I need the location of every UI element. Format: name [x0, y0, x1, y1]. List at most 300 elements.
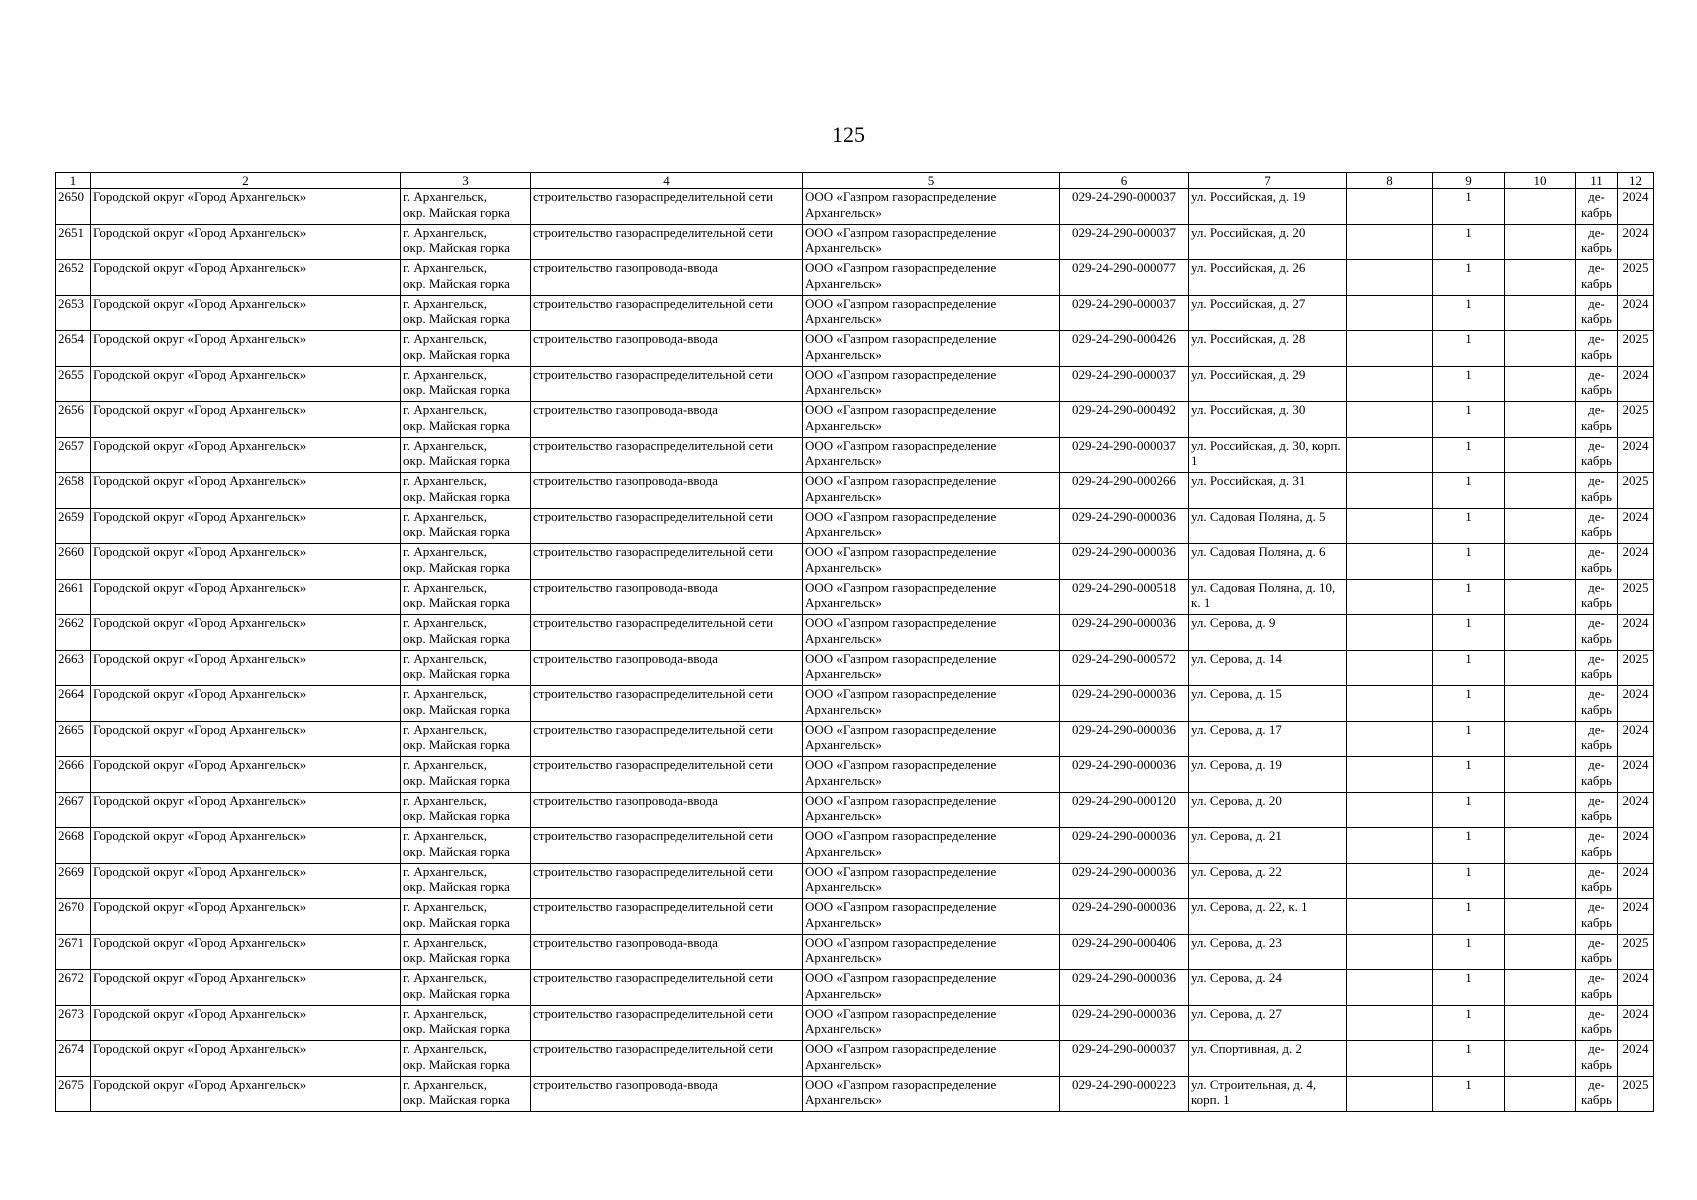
month: де- — [1588, 189, 1605, 204]
table-cell — [56, 437, 91, 473]
table-cell — [1433, 757, 1505, 793]
locality: г. Архангельск, — [403, 224, 487, 240]
table-cell — [91, 579, 401, 615]
month-cont: кабрь — [1581, 382, 1612, 397]
table-cell — [803, 828, 1060, 864]
year: 2025 — [1622, 650, 1649, 666]
quantity: 1 — [1465, 615, 1472, 630]
year: 2025 — [1622, 402, 1649, 417]
table-row — [56, 757, 1654, 793]
table-cell — [1576, 473, 1618, 509]
month-cont: кабрь — [1581, 808, 1612, 823]
table-cell — [1618, 721, 1654, 757]
municipality: Городской округ «Город Архангельск» — [93, 508, 307, 524]
table-cell — [1618, 402, 1654, 438]
table-cell — [56, 828, 91, 864]
table-cell — [1576, 331, 1618, 367]
quantity: 1 — [1465, 189, 1472, 204]
work-type: строительство газопровода-ввода — [533, 260, 718, 275]
organization-city: Архангельск» — [805, 666, 882, 681]
table-cell — [91, 686, 401, 722]
locality-district: окр. Майская горка — [403, 488, 510, 504]
table-cell — [1347, 721, 1433, 757]
municipality: Городской округ «Город Архангельск» — [93, 650, 307, 666]
locality-district: окр. Майская горка — [403, 1092, 510, 1107]
organization: ООО «Газпром газораспределение — [805, 260, 997, 275]
municipality: Городской округ «Город Архангельск» — [93, 260, 307, 275]
table-cell — [1576, 437, 1618, 473]
table-cell — [1060, 224, 1189, 260]
municipality: Городской округ «Город Архангельск» — [93, 1005, 307, 1021]
table-cell — [531, 1041, 803, 1077]
table-cell — [531, 544, 803, 580]
table-cell — [1347, 1005, 1433, 1041]
table-cell — [401, 189, 531, 225]
quantity: 1 — [1465, 295, 1472, 311]
row-number: 2652 — [58, 260, 84, 275]
locality: г. Архангельск, — [403, 934, 487, 950]
quantity: 1 — [1465, 1076, 1472, 1092]
address: ул. Серова, д. 9 — [1191, 615, 1276, 630]
locality-district: окр. Майская горка — [403, 417, 510, 433]
organization-city: Архангельск» — [805, 382, 882, 397]
program-code: 029-24-290-000036 — [1072, 757, 1176, 772]
table-cell — [1576, 721, 1618, 757]
table-cell — [531, 508, 803, 544]
table-cell — [91, 828, 401, 864]
table-cell — [1618, 615, 1654, 651]
table-cell — [401, 1005, 531, 1041]
table-cell — [91, 934, 401, 970]
work-type: строительство газопровода-ввода — [533, 650, 718, 666]
table-cell — [1618, 473, 1654, 509]
table-cell — [1060, 366, 1189, 402]
row-number: 2657 — [58, 437, 84, 453]
table-cell — [91, 331, 401, 367]
column-header: 3 — [401, 173, 531, 189]
work-type: строительство газораспределительной сети — [533, 366, 774, 382]
table-cell — [803, 934, 1060, 970]
table-row — [56, 1005, 1654, 1041]
table-cell — [1576, 686, 1618, 722]
address: ул. Российская, д. 28 — [1191, 331, 1306, 346]
work-type: строительство газораспределительной сети — [533, 828, 774, 843]
table-cell — [1347, 863, 1433, 899]
table-cell — [1618, 224, 1654, 260]
table-cell — [1189, 402, 1347, 438]
municipality: Городской округ «Город Архангельск» — [93, 473, 307, 488]
table-cell — [91, 1076, 401, 1112]
municipality: Городской округ «Город Архангельск» — [93, 224, 307, 240]
table-row — [56, 970, 1654, 1006]
month-cont: кабрь — [1581, 772, 1612, 788]
table-cell — [1505, 863, 1576, 899]
table-cell — [1060, 260, 1189, 296]
table-cell — [1189, 828, 1347, 864]
month: де- — [1588, 224, 1605, 240]
table-cell — [1433, 437, 1505, 473]
table-cell — [56, 508, 91, 544]
program-code: 029-24-290-000037 — [1072, 224, 1176, 240]
table-cell — [1347, 579, 1433, 615]
municipality: Городской округ «Город Архангельск» — [93, 331, 307, 346]
work-type: строительство газораспределительной сети — [533, 1041, 774, 1056]
organization: ООО «Газпром газораспределение — [805, 544, 997, 559]
table-cell — [1060, 508, 1189, 544]
locality: г. Архангельск, — [403, 615, 487, 630]
row-number: 2653 — [58, 295, 84, 311]
locality: г. Архангельск, — [403, 1005, 487, 1021]
program-code: 029-24-290-000036 — [1072, 899, 1176, 914]
year: 2025 — [1622, 260, 1649, 275]
program-code: 029-24-290-000036 — [1072, 1005, 1176, 1021]
table-cell — [1060, 828, 1189, 864]
table-cell — [803, 1041, 1060, 1077]
month: де- — [1588, 579, 1605, 595]
table-cell — [401, 899, 531, 935]
month: де- — [1588, 899, 1605, 914]
table-cell — [1433, 615, 1505, 651]
address: ул. Российская, д. 19 — [1191, 189, 1306, 204]
column-header: 8 — [1347, 173, 1433, 189]
quantity: 1 — [1465, 828, 1472, 843]
organization-city: Архангельск» — [805, 204, 882, 220]
municipality: Городской округ «Город Архангельск» — [93, 579, 307, 595]
year: 2024 — [1622, 757, 1649, 772]
table-cell — [531, 224, 803, 260]
address: ул. Садовая Поляна, д. 6 — [1191, 544, 1326, 559]
row-number: 2671 — [58, 934, 84, 950]
quantity: 1 — [1465, 508, 1472, 524]
locality-district: окр. Майская горка — [403, 240, 510, 255]
locality-district: окр. Майская горка — [403, 204, 510, 220]
table-cell — [1433, 899, 1505, 935]
program-code: 029-24-290-000518 — [1072, 579, 1176, 595]
table-cell — [1505, 437, 1576, 473]
program-code: 029-24-290-000037 — [1072, 1041, 1176, 1056]
table-cell — [1576, 544, 1618, 580]
table-cell — [531, 615, 803, 651]
table-cell — [531, 899, 803, 935]
row-number: 2660 — [58, 544, 84, 559]
table-cell — [1060, 331, 1189, 367]
address: ул. Садовая Поляна, д. 5 — [1191, 508, 1326, 524]
organization: ООО «Газпром газораспределение — [805, 1076, 997, 1092]
table-cell — [91, 721, 401, 757]
organization: ООО «Газпром газораспределение — [805, 1005, 997, 1021]
table-cell — [1189, 863, 1347, 899]
table-cell — [1189, 721, 1347, 757]
month: де- — [1588, 721, 1605, 737]
table-cell — [1433, 792, 1505, 828]
table-cell — [1189, 544, 1347, 580]
year: 2025 — [1622, 331, 1649, 346]
table-row — [56, 544, 1654, 580]
table-cell — [1505, 189, 1576, 225]
address: ул. Серова, д. 22, к. 1 — [1191, 899, 1308, 914]
month: де- — [1588, 686, 1605, 701]
table-cell — [1576, 828, 1618, 864]
work-type: строительство газораспределительной сети — [533, 437, 774, 453]
table-cell — [56, 189, 91, 225]
row-number: 2658 — [58, 473, 84, 488]
table-cell — [1505, 544, 1576, 580]
quantity: 1 — [1465, 260, 1472, 275]
month-cont: кабрь — [1581, 879, 1612, 894]
table-cell — [401, 402, 531, 438]
table-cell — [1347, 295, 1433, 331]
address: ул. Серова, д. 15 — [1191, 686, 1282, 701]
table-cell — [1060, 721, 1189, 757]
address: ул. Серова, д. 24 — [1191, 970, 1282, 985]
row-number: 2664 — [58, 686, 84, 701]
month: де- — [1588, 615, 1605, 630]
table-cell — [1347, 508, 1433, 544]
program-code: 029-24-290-000037 — [1072, 295, 1176, 311]
table-cell — [91, 437, 401, 473]
table-cell — [1618, 437, 1654, 473]
address: ул. Российская, д. 30 — [1191, 402, 1306, 417]
table-cell — [1505, 686, 1576, 722]
organization: ООО «Газпром газораспределение — [805, 331, 997, 346]
table-row — [56, 224, 1654, 260]
table-cell — [1060, 1076, 1189, 1112]
table-cell — [1189, 189, 1347, 225]
locality: г. Архангельск, — [403, 295, 487, 311]
table-cell — [531, 792, 803, 828]
table-cell — [1576, 934, 1618, 970]
table-row — [56, 686, 1654, 722]
table-cell — [531, 366, 803, 402]
locality-district: окр. Майская горка — [403, 275, 510, 291]
organization-city: Архангельск» — [805, 595, 882, 610]
table-cell — [91, 863, 401, 899]
organization: ООО «Газпром газораспределение — [805, 1041, 997, 1056]
table-cell — [401, 828, 531, 864]
organization-city: Архангельск» — [805, 240, 882, 255]
year: 2024 — [1622, 970, 1649, 985]
table-cell — [401, 331, 531, 367]
table-cell — [401, 260, 531, 296]
address: ул. Серова, д. 20 — [1191, 792, 1282, 808]
locality: г. Архангельск, — [403, 473, 487, 488]
month-cont: кабрь — [1581, 559, 1612, 575]
month-cont: кабрь — [1581, 1021, 1612, 1036]
column-header: 5 — [803, 173, 1060, 189]
organization-city: Архангельск» — [805, 985, 882, 1001]
table-cell — [803, 473, 1060, 509]
locality: г. Архангельск, — [403, 792, 487, 808]
table-cell — [803, 402, 1060, 438]
table-cell — [1060, 189, 1189, 225]
work-type: строительство газопровода-ввода — [533, 402, 718, 417]
organization-city: Архангельск» — [805, 701, 882, 717]
table-cell — [1505, 1041, 1576, 1077]
column-header: 1 — [56, 173, 91, 189]
table-cell — [803, 899, 1060, 935]
year: 2024 — [1622, 615, 1649, 630]
table-cell — [1433, 508, 1505, 544]
table-cell — [1060, 863, 1189, 899]
work-type: строительство газопровода-ввода — [533, 1076, 718, 1092]
organization: ООО «Газпром газораспределение — [805, 224, 997, 240]
table-cell — [531, 757, 803, 793]
table-cell — [1060, 686, 1189, 722]
work-type: строительство газораспределительной сети — [533, 757, 774, 772]
work-type: строительство газопровода-ввода — [533, 331, 718, 346]
program-code: 029-24-290-000426 — [1072, 331, 1176, 346]
table-cell — [1060, 437, 1189, 473]
quantity: 1 — [1465, 473, 1472, 488]
locality: г. Архангельск, — [403, 544, 487, 559]
table-body — [56, 189, 1654, 1112]
quantity: 1 — [1465, 970, 1472, 985]
month-cont: кабрь — [1581, 914, 1612, 930]
table-cell — [1433, 1005, 1505, 1041]
table-cell — [401, 224, 531, 260]
organization-city: Архангельск» — [805, 275, 882, 291]
table-cell — [531, 331, 803, 367]
row-number: 2667 — [58, 792, 84, 808]
row-number: 2666 — [58, 757, 84, 772]
table-cell — [1433, 473, 1505, 509]
month-cont: кабрь — [1581, 985, 1612, 1001]
table-cell — [1347, 686, 1433, 722]
table-cell — [531, 686, 803, 722]
table-cell — [56, 1005, 91, 1041]
table-cell — [91, 1005, 401, 1041]
work-type: строительство газораспределительной сети — [533, 544, 774, 559]
table-cell — [1618, 934, 1654, 970]
quantity: 1 — [1465, 579, 1472, 595]
table-cell — [1060, 970, 1189, 1006]
work-type: строительство газораспределительной сети — [533, 224, 774, 240]
table-cell — [803, 721, 1060, 757]
table-cell — [803, 579, 1060, 615]
table-cell — [401, 934, 531, 970]
row-number: 2659 — [58, 508, 84, 524]
table-cell — [531, 650, 803, 686]
month: де- — [1588, 544, 1605, 559]
organization-city: Архангельск» — [805, 914, 882, 930]
table-cell — [803, 331, 1060, 367]
municipality: Городской округ «Город Архангельск» — [93, 757, 307, 772]
table-cell — [531, 828, 803, 864]
program-code: 029-24-290-000036 — [1072, 970, 1176, 985]
program-code: 029-24-290-000036 — [1072, 615, 1176, 630]
organization-city: Архангельск» — [805, 311, 882, 326]
month-cont: кабрь — [1581, 346, 1612, 362]
table-cell — [1347, 1076, 1433, 1112]
table-cell — [803, 863, 1060, 899]
table-row — [56, 579, 1654, 615]
organization: ООО «Газпром газораспределение — [805, 934, 997, 950]
table-cell — [56, 757, 91, 793]
work-type: строительство газораспределительной сети — [533, 1005, 774, 1021]
table-cell — [1618, 1076, 1654, 1112]
organization: ООО «Газпром газораспределение — [805, 899, 997, 914]
locality: г. Архангельск, — [403, 508, 487, 524]
table-cell — [56, 899, 91, 935]
quantity: 1 — [1465, 686, 1472, 701]
organization-city: Архангельск» — [805, 808, 882, 823]
organization-city: Архангельск» — [805, 1056, 882, 1072]
table-cell — [1189, 934, 1347, 970]
row-number: 2668 — [58, 828, 84, 843]
table-cell — [1433, 650, 1505, 686]
work-type: строительство газопровода-ввода — [533, 934, 718, 950]
quantity: 1 — [1465, 721, 1472, 737]
table-cell — [1347, 970, 1433, 1006]
page-number: 125 — [832, 122, 865, 147]
locality: г. Архангельск, — [403, 331, 487, 346]
table-cell — [1505, 1076, 1576, 1112]
row-number: 2655 — [58, 366, 84, 382]
month-cont: кабрь — [1581, 737, 1612, 752]
table-cell — [56, 650, 91, 686]
table-cell — [1060, 792, 1189, 828]
table-cell — [1189, 579, 1347, 615]
organization-city: Архангельск» — [805, 772, 882, 788]
table-cell — [531, 1005, 803, 1041]
table-cell — [1618, 260, 1654, 296]
row-number: 2672 — [58, 970, 84, 985]
table-cell — [1618, 863, 1654, 899]
table-cell — [401, 863, 531, 899]
address: ул. Серова, д. 21 — [1191, 828, 1282, 843]
month-cont: кабрь — [1581, 666, 1612, 681]
table-cell — [1618, 544, 1654, 580]
organization-city: Архангельск» — [805, 559, 882, 575]
table-cell — [1576, 1005, 1618, 1041]
table-cell — [91, 615, 401, 651]
table-cell — [91, 189, 401, 225]
locality: г. Архангельск, — [403, 970, 487, 985]
locality-district: окр. Майская горка — [403, 737, 510, 752]
table-cell — [803, 544, 1060, 580]
address: ул. Серова, д. 27 — [1191, 1005, 1282, 1021]
locality-district: окр. Майская горка — [403, 311, 510, 326]
table-cell — [1618, 1041, 1654, 1077]
table-cell — [1505, 650, 1576, 686]
table-cell — [1189, 508, 1347, 544]
table-row — [56, 1041, 1654, 1077]
table-cell — [1618, 792, 1654, 828]
table-cell — [1618, 899, 1654, 935]
table-cell — [1505, 402, 1576, 438]
table-cell — [1505, 934, 1576, 970]
table-cell — [401, 970, 531, 1006]
locality: г. Архангельск, — [403, 721, 487, 737]
quantity: 1 — [1465, 1005, 1472, 1021]
month-cont: кабрь — [1581, 595, 1612, 610]
table-cell — [1505, 579, 1576, 615]
table-cell — [91, 650, 401, 686]
table-cell — [1505, 260, 1576, 296]
locality-district: окр. Майская горка — [403, 1056, 510, 1072]
month-cont: кабрь — [1581, 701, 1612, 717]
row-number: 2651 — [58, 224, 84, 240]
table-cell — [803, 650, 1060, 686]
table-cell — [1618, 189, 1654, 225]
municipality: Городской округ «Город Архангельск» — [93, 899, 307, 914]
address: ул. Садовая Поляна, д. 10, к. 1 — [1191, 579, 1336, 610]
table-cell — [1060, 650, 1189, 686]
table-cell — [1505, 899, 1576, 935]
table-cell — [531, 189, 803, 225]
address: ул. Серова, д. 19 — [1191, 757, 1282, 772]
year: 2024 — [1622, 366, 1649, 382]
